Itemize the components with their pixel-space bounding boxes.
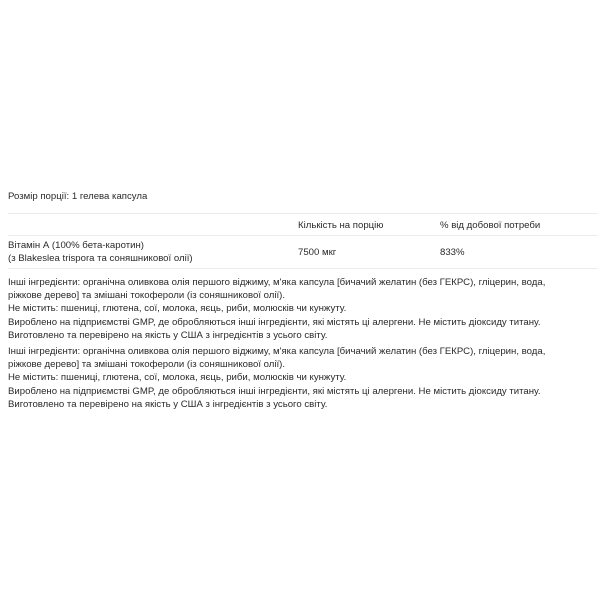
info-line: Виготовлено та перевірено на якість у США з інгредієнтів з усього світу. bbox=[8, 329, 328, 341]
nutrient-amount: 7500 мкг bbox=[298, 247, 337, 258]
other-ingredients-block bbox=[8, 345, 598, 411]
header-amount: Кількість на порцію bbox=[298, 220, 384, 231]
info-line: Інші інгредієнти: органічна оливкова олія першого віджиму, м'яка капсула [бичачий желатин (без ГЕКРС), гліцерин, вода, bbox=[8, 346, 546, 357]
info-line: Не містить: пшениці, глютена, сої, молока, яєць, риби, молюсків чи кунжуту. bbox=[8, 303, 347, 315]
divider bbox=[8, 268, 598, 269]
divider bbox=[8, 235, 598, 236]
info-line: ріжкове дерево] та змішані токофероли (із соняшникової олії). bbox=[8, 290, 286, 302]
info-line: Вироблено на підприємстві GMP, де обробляються інші інгредієнти, які містять ці алергени. Не містить діоксиду титану. bbox=[8, 385, 541, 397]
nutrient-dv: 833% bbox=[440, 247, 465, 258]
info-line: Інші інгредієнти: органічна оливкова олія першого віджиму, м'яка капсула [бичачий желатин (без ГЕКРС), гліцерин, вода, bbox=[8, 277, 546, 288]
divider bbox=[8, 213, 598, 214]
info-line: Виготовлено та перевірено на якість у США з інгредієнтів з усього світу. bbox=[8, 398, 328, 410]
serving-size: Розмір порції: 1 гелева капсула bbox=[8, 191, 148, 202]
header-daily-value: % від добової потреби bbox=[440, 220, 541, 231]
nutrient-name: Вітамін А (100% бета-каротин) bbox=[8, 240, 144, 251]
info-line: ріжкове дерево] та змішані токофероли (із соняшникової олії). bbox=[8, 359, 286, 371]
other-ingredients-block bbox=[8, 276, 598, 342]
info-line: Не містить: пшениці, глютена, сої, молока, яєць, риби, молюсків чи кунжуту. bbox=[8, 372, 347, 384]
info-line: Вироблено на підприємстві GMP, де обробляються інші інгредієнти, які містять ці алергени. Не містить діоксиду титану. bbox=[8, 316, 541, 328]
nutrient-source: (з Blakeslea trispora та соняшникової олії) bbox=[8, 253, 193, 264]
